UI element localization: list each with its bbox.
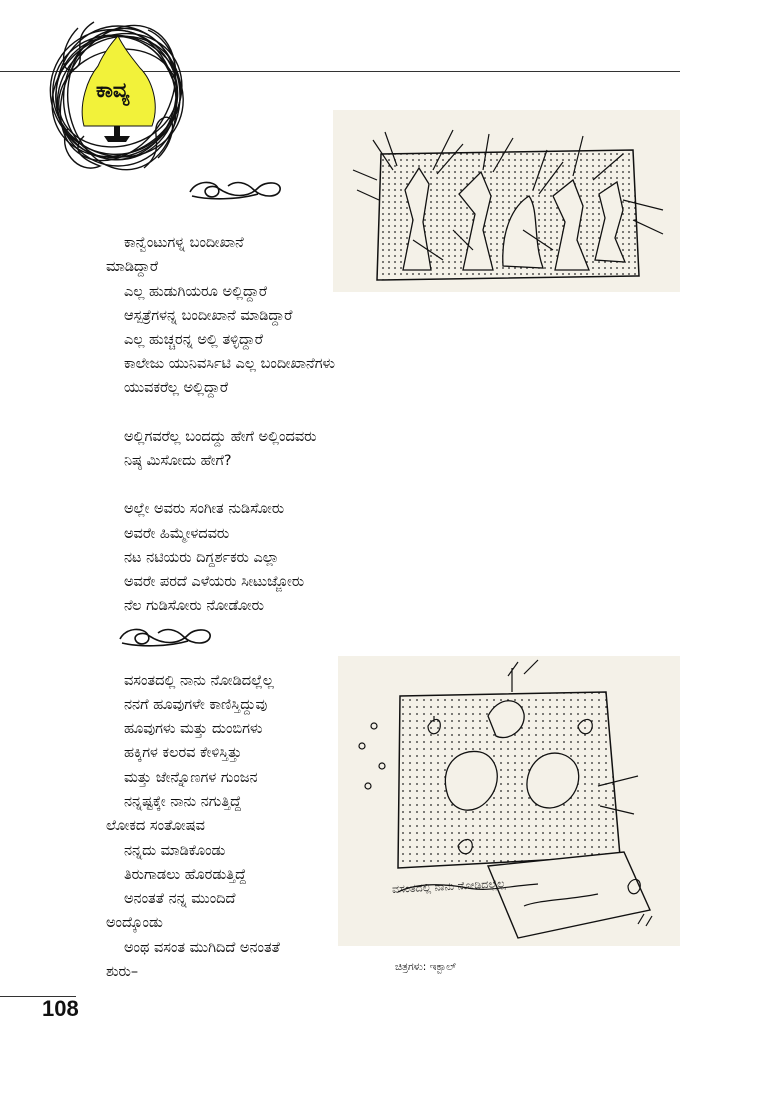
poem-line: ಅಂದ್ಕೊಂಡು [106,915,163,931]
poem-line: ನನ್ನಷ್ಟಕ್ಕೇ ನಾನು ನಗುತ್ತಿದ್ದೆ [124,794,242,810]
flourish-icon [188,172,284,204]
poem-line: ಲೋಕದ ಸಂತೋಷವ [106,818,205,834]
poem-line: ಕಾಲೇಜು ಯುನಿವರ್ಸಿಟಿ ಎಲ್ಲ ಬಂದೀಖಾನೆಗಳು [124,356,336,372]
poem-line: ಆಸ್ಪತ್ರೆಗಳನ್ನ ಬಂದೀಖಾನೆ ಮಾಡಿದ್ದಾರೆ [124,308,293,324]
section-title: ಕಾವ್ಯ [96,78,130,102]
poem-line: ನನಗೆ ಹೂವುಗಳೇ ಕಾಣಿಸ್ತಿದ್ದುವು [124,697,268,713]
illustration-credit: ಚಿತ್ರಗಳು: ಇಕ್ಬಾಲ್ [395,961,457,973]
illustration-figures [333,110,680,292]
poem-line: ಅಲ್ಲೇ ಅವರು ಸಂಗೀತ ನುಡಿಸೋರು [124,501,285,517]
poem-line: ವಸಂತದಲ್ಲಿ ನಾನು ನೋಡಿದಲ್ಲೆಲ್ಲ [124,673,274,689]
poem-line: ಎಲ್ಲ ಹುಡುಗಿಯರೂ ಅಲ್ಲಿದ್ದಾರೆ [124,284,268,300]
poem-line: ಅನಂತತೆ ನನ್ನ ಮುಂದಿದೆ [124,891,236,907]
poem-line: ಅಲ್ಲಿಗವರೆಲ್ಲ ಬಂದದ್ದು ಹೇಗೆ ಅಲ್ಲಿಂದವರು [124,429,317,445]
flourish-icon [118,619,214,651]
illustration-caption: ವಸಂತದಲ್ಲಿ ನಾನು ನೋಡಿದಲ್ಲೆಲ್ಲ [391,877,506,896]
poem-line: ಕಾನ್ವೆಂಟುಗಳ್ನ ಬಂದೀಖಾನೆ [124,235,244,251]
page-number: 108 [42,996,79,1021]
poem-line: ಯುವಕರೆಲ್ಲ ಅಲ್ಲಿದ್ದಾರೆ [124,380,229,396]
poem-line: ನನ್ನದು ಮಾಡಿಕೊಂಡು [124,843,226,859]
poem-line: ಮತ್ತು ಜೇನ್ನೊಣಗಳ ಗುಂಜನ [124,770,258,786]
poem-line: ನಿಷ್ಠ ಮಿಸೋದು ಹೇಗೆ? [124,453,232,469]
spring-sketch-icon [338,656,680,946]
poem-line: ಹಕ್ಕಿಗಳ ಕಲರವ ಕೇಳಿಸ್ತಿತ್ತು [124,745,242,761]
flourish-ornament [118,619,214,651]
flourish-ornament [188,172,284,204]
poem-line: ನಟ ನಟಿಯರು ದಿಗ್ದರ್ಶಕರು ಎಲ್ಲಾ [124,550,280,566]
figures-sketch-icon [333,110,680,292]
poem-line: ಮಾಡಿದ್ದಾರೆ [106,259,159,275]
poem-line: ತಿರುಗಾಡಲು ಹೊರಡುತ್ತಿದ್ದೆ [124,867,247,883]
poem-line: ಅವರೇ ಪರದೆ ಎಳೆಯರು ಸೀಟುಜ್ಜೋರು [124,574,305,590]
poem-line: ಅಂಥ ವಸಂತ ಮುಗಿದಿದೆ ಅನಂತತೆ [124,940,280,956]
illustration-spring [338,656,680,946]
poem-line: ಶುರು– [106,964,139,980]
poem-line: ಎಲ್ಲ ಹುಚ್ಚರನ್ನ ಅಲ್ಲಿ ತಳ್ಳಿದ್ದಾರೆ [124,332,264,348]
poem-line: ನೆಲ ಗುಡಿಸೋರು ನೋಡೋರು [124,598,264,614]
poem-line: ಹೂವುಗಳು ಮತ್ತು ದುಂಬಿಗಳು [124,721,263,737]
poem-line: ಅವರೇ ಹಿಮ್ಮೇಳದವರು [124,526,230,542]
